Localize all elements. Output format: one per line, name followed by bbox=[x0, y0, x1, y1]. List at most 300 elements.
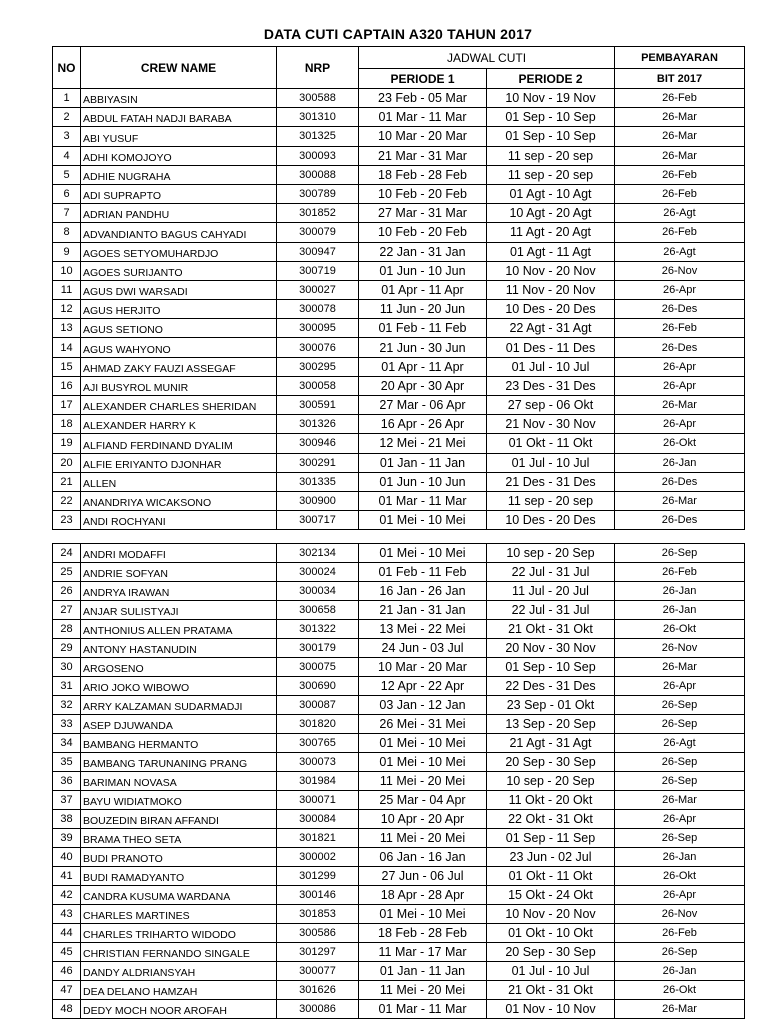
cell-nrp: 300086 bbox=[277, 1000, 359, 1019]
cell-periode-2: 01 Nov - 10 Nov bbox=[487, 1000, 615, 1019]
cell-pembayaran: 26-Feb bbox=[615, 89, 745, 108]
cell-nrp: 300900 bbox=[277, 491, 359, 510]
cell-periode-2: 22 Okt - 31 Okt bbox=[487, 810, 615, 829]
cell-pembayaran: 26-Feb bbox=[615, 165, 745, 184]
cell-periode-2: 01 Jul - 10 Jul bbox=[487, 453, 615, 472]
cell-periode-2: 23 Jun - 02 Jul bbox=[487, 848, 615, 867]
cell-nrp: 301626 bbox=[277, 981, 359, 1000]
cell-nrp: 300088 bbox=[277, 165, 359, 184]
cell-periode-1: 01 Mar - 11 Mar bbox=[359, 1000, 487, 1019]
cell-periode-2: 11 Agt - 20 Agt bbox=[487, 223, 615, 242]
cell-periode-1: 18 Feb - 28 Feb bbox=[359, 924, 487, 943]
cell-periode-1: 18 Apr - 28 Apr bbox=[359, 886, 487, 905]
cell-nrp: 300087 bbox=[277, 696, 359, 715]
cell-nrp: 300058 bbox=[277, 376, 359, 395]
cell-nrp: 300658 bbox=[277, 601, 359, 620]
cell-pembayaran: 26-Sep bbox=[615, 753, 745, 772]
table-row bbox=[53, 620, 745, 639]
cell-pembayaran: 26-Sep bbox=[615, 544, 745, 563]
table-row bbox=[53, 886, 745, 905]
table-row bbox=[53, 734, 745, 753]
table-row bbox=[53, 810, 745, 829]
cell-periode-1: 25 Mar - 04 Apr bbox=[359, 791, 487, 810]
cell-no: 2 bbox=[53, 108, 81, 127]
cell-nrp: 300789 bbox=[277, 184, 359, 203]
cell-pembayaran: 26-Des bbox=[615, 338, 745, 357]
cell-no: 32 bbox=[53, 696, 81, 715]
cell-pembayaran: 26-Nov bbox=[615, 905, 745, 924]
table-row bbox=[53, 184, 745, 203]
cell-crew-name: CHARLES MARTINES bbox=[81, 905, 277, 924]
table-row bbox=[53, 242, 745, 261]
cell-periode-2: 01 Agt - 11 Agt bbox=[487, 242, 615, 261]
table-row bbox=[53, 867, 745, 886]
table-row bbox=[53, 127, 745, 146]
cell-periode-1: 10 Mar - 20 Mar bbox=[359, 658, 487, 677]
cell-crew-name: ADHI KOMOJOYO bbox=[81, 146, 277, 165]
header-periode-2: PERIODE 2 bbox=[487, 69, 615, 89]
cell-periode-2: 21 Des - 31 Des bbox=[487, 472, 615, 491]
cell-no: 18 bbox=[53, 415, 81, 434]
cell-periode-1: 22 Jan - 31 Jan bbox=[359, 242, 487, 261]
cell-nrp: 300295 bbox=[277, 357, 359, 376]
cell-no: 22 bbox=[53, 491, 81, 510]
cell-periode-2: 21 Nov - 30 Nov bbox=[487, 415, 615, 434]
table-row bbox=[53, 453, 745, 472]
cell-periode-1: 11 Mar - 17 Mar bbox=[359, 943, 487, 962]
cell-periode-1: 21 Jan - 31 Jan bbox=[359, 601, 487, 620]
cell-no: 37 bbox=[53, 791, 81, 810]
cell-periode-1: 01 Mei - 10 Mei bbox=[359, 511, 487, 530]
header-jadwal-cuti: JADWAL CUTI bbox=[359, 47, 615, 69]
cell-no: 16 bbox=[53, 376, 81, 395]
cell-periode-2: 22 Jul - 31 Jul bbox=[487, 563, 615, 582]
cell-periode-2: 01 Okt - 10 Okt bbox=[487, 924, 615, 943]
cell-no: 14 bbox=[53, 338, 81, 357]
cell-pembayaran: 26-Apr bbox=[615, 376, 745, 395]
cell-periode-2: 11 sep - 20 sep bbox=[487, 491, 615, 510]
table-row bbox=[53, 108, 745, 127]
cell-nrp: 301335 bbox=[277, 472, 359, 491]
cell-periode-2: 11 sep - 20 sep bbox=[487, 146, 615, 165]
cell-no: 21 bbox=[53, 472, 81, 491]
cell-periode-1: 01 Mei - 10 Mei bbox=[359, 544, 487, 563]
cell-periode-2: 01 Sep - 10 Sep bbox=[487, 127, 615, 146]
cell-pembayaran: 26-Mar bbox=[615, 491, 745, 510]
cell-nrp: 300078 bbox=[277, 300, 359, 319]
cell-no: 38 bbox=[53, 810, 81, 829]
cell-periode-1: 26 Mei - 31 Mei bbox=[359, 715, 487, 734]
cell-crew-name: ADI SUPRAPTO bbox=[81, 184, 277, 203]
cell-pembayaran: 26-Okt bbox=[615, 981, 745, 1000]
cell-no: 5 bbox=[53, 165, 81, 184]
cell-pembayaran: 26-Mar bbox=[615, 791, 745, 810]
cell-periode-1: 11 Mei - 20 Mei bbox=[359, 981, 487, 1000]
cell-nrp: 301821 bbox=[277, 829, 359, 848]
cell-periode-2: 01 Sep - 10 Sep bbox=[487, 108, 615, 127]
cell-crew-name: ARGOSENO bbox=[81, 658, 277, 677]
cell-crew-name: BUDI PRANOTO bbox=[81, 848, 277, 867]
cell-periode-1: 24 Jun - 03 Jul bbox=[359, 639, 487, 658]
cell-crew-name: BAMBANG HERMANTO bbox=[81, 734, 277, 753]
table-row bbox=[53, 772, 745, 791]
cell-no: 4 bbox=[53, 146, 81, 165]
cell-nrp: 300073 bbox=[277, 753, 359, 772]
table-row bbox=[53, 582, 745, 601]
cell-periode-1: 10 Apr - 20 Apr bbox=[359, 810, 487, 829]
table-row bbox=[53, 791, 745, 810]
cell-crew-name: CHRISTIAN FERNANDO SINGALE bbox=[81, 943, 277, 962]
cell-pembayaran: 26-Feb bbox=[615, 563, 745, 582]
cell-nrp: 300717 bbox=[277, 511, 359, 530]
cell-periode-2: 01 Sep - 11 Sep bbox=[487, 829, 615, 848]
cell-periode-2: 20 Sep - 30 Sep bbox=[487, 943, 615, 962]
table-row bbox=[53, 396, 745, 415]
cell-crew-name: ANDI ROCHYANI bbox=[81, 511, 277, 530]
cell-crew-name: ANDRIE SOFYAN bbox=[81, 563, 277, 582]
cell-periode-2: 20 Sep - 30 Sep bbox=[487, 753, 615, 772]
cell-nrp: 300034 bbox=[277, 582, 359, 601]
cell-crew-name: AGUS HERJITO bbox=[81, 300, 277, 319]
cell-nrp: 300071 bbox=[277, 791, 359, 810]
cell-no: 35 bbox=[53, 753, 81, 772]
cell-nrp: 300179 bbox=[277, 639, 359, 658]
table-row bbox=[53, 962, 745, 981]
leave-table-container bbox=[52, 46, 744, 1019]
cell-crew-name: CHARLES TRIHARTO WIDODO bbox=[81, 924, 277, 943]
table-row bbox=[53, 261, 745, 280]
cell-nrp: 301325 bbox=[277, 127, 359, 146]
cell-no: 29 bbox=[53, 639, 81, 658]
cell-crew-name: ADRIAN PANDHU bbox=[81, 204, 277, 223]
cell-no: 20 bbox=[53, 453, 81, 472]
cell-pembayaran: 26-Des bbox=[615, 300, 745, 319]
cell-pembayaran: 26-Mar bbox=[615, 658, 745, 677]
cell-periode-2: 01 Sep - 10 Sep bbox=[487, 658, 615, 677]
cell-pembayaran: 26-Sep bbox=[615, 715, 745, 734]
cell-no: 33 bbox=[53, 715, 81, 734]
cell-crew-name: BAYU WIDIATMOKO bbox=[81, 791, 277, 810]
cell-periode-1: 20 Apr - 30 Apr bbox=[359, 376, 487, 395]
cell-no: 43 bbox=[53, 905, 81, 924]
cell-periode-2: 11 Nov - 20 Nov bbox=[487, 280, 615, 299]
cell-periode-1: 23 Feb - 05 Mar bbox=[359, 89, 487, 108]
cell-pembayaran: 26-Jan bbox=[615, 848, 745, 867]
table-row bbox=[53, 905, 745, 924]
cell-pembayaran: 26-Agt bbox=[615, 734, 745, 753]
cell-pembayaran: 26-Mar bbox=[615, 108, 745, 127]
table-row bbox=[53, 753, 745, 772]
cell-no: 17 bbox=[53, 396, 81, 415]
cell-periode-1: 01 Feb - 11 Feb bbox=[359, 563, 487, 582]
table-row bbox=[53, 981, 745, 1000]
cell-periode-2: 10 sep - 20 Sep bbox=[487, 544, 615, 563]
cell-periode-1: 03 Jan - 12 Jan bbox=[359, 696, 487, 715]
cell-pembayaran: 26-Apr bbox=[615, 357, 745, 376]
cell-periode-1: 01 Mei - 10 Mei bbox=[359, 753, 487, 772]
cell-periode-1: 01 Apr - 11 Apr bbox=[359, 357, 487, 376]
cell-crew-name: ANTONY HASTANUDIN bbox=[81, 639, 277, 658]
cell-crew-name: AJI BUSYROL MUNIR bbox=[81, 376, 277, 395]
cell-periode-1: 11 Mei - 20 Mei bbox=[359, 772, 487, 791]
table-row bbox=[53, 415, 745, 434]
cell-pembayaran: 26-Okt bbox=[615, 620, 745, 639]
cell-no: 48 bbox=[53, 1000, 81, 1019]
cell-periode-2: 13 Sep - 20 Sep bbox=[487, 715, 615, 734]
table-row bbox=[53, 223, 745, 242]
cell-no: 25 bbox=[53, 563, 81, 582]
cell-crew-name: AGUS WAHYONO bbox=[81, 338, 277, 357]
cell-periode-1: 21 Mar - 31 Mar bbox=[359, 146, 487, 165]
cell-periode-2: 20 Nov - 30 Nov bbox=[487, 639, 615, 658]
header-pembayaran: PEMBAYARAN bbox=[615, 47, 745, 69]
table-row bbox=[53, 434, 745, 453]
cell-no: 3 bbox=[53, 127, 81, 146]
cell-periode-2: 10 sep - 20 Sep bbox=[487, 772, 615, 791]
header-nrp: NRP bbox=[277, 47, 359, 89]
cell-periode-2: 22 Des - 31 Des bbox=[487, 677, 615, 696]
header-bit-2017: BIT 2017 bbox=[615, 69, 745, 89]
cell-periode-1: 06 Jan - 16 Jan bbox=[359, 848, 487, 867]
leave-table bbox=[52, 46, 745, 1019]
cell-crew-name: ABI YUSUF bbox=[81, 127, 277, 146]
cell-periode-1: 27 Mar - 06 Apr bbox=[359, 396, 487, 415]
cell-periode-2: 10 Nov - 20 Nov bbox=[487, 905, 615, 924]
table-row bbox=[53, 89, 745, 108]
cell-nrp: 300690 bbox=[277, 677, 359, 696]
table-row bbox=[53, 943, 745, 962]
cell-pembayaran: 26-Feb bbox=[615, 924, 745, 943]
table-row bbox=[53, 280, 745, 299]
cell-nrp: 301299 bbox=[277, 867, 359, 886]
cell-pembayaran: 26-Sep bbox=[615, 772, 745, 791]
cell-periode-2: 11 Okt - 20 Okt bbox=[487, 791, 615, 810]
cell-nrp: 300084 bbox=[277, 810, 359, 829]
cell-pembayaran: 26-Mar bbox=[615, 396, 745, 415]
cell-nrp: 300719 bbox=[277, 261, 359, 280]
cell-periode-1: 01 Mar - 11 Mar bbox=[359, 491, 487, 510]
cell-crew-name: AHMAD ZAKY FAUZI ASSEGAF bbox=[81, 357, 277, 376]
cell-crew-name: ANTHONIUS ALLEN PRATAMA bbox=[81, 620, 277, 639]
cell-periode-1: 01 Jan - 11 Jan bbox=[359, 962, 487, 981]
cell-periode-1: 01 Mei - 10 Mei bbox=[359, 905, 487, 924]
cell-periode-2: 01 Okt - 11 Okt bbox=[487, 434, 615, 453]
cell-crew-name: ADVANDIANTO BAGUS CAHYADI bbox=[81, 223, 277, 242]
cell-no: 40 bbox=[53, 848, 81, 867]
table-row bbox=[53, 319, 745, 338]
table-row bbox=[53, 563, 745, 582]
cell-periode-2: 11 sep - 20 sep bbox=[487, 165, 615, 184]
cell-periode-1: 01 Mar - 11 Mar bbox=[359, 108, 487, 127]
cell-pembayaran: 26-Feb bbox=[615, 223, 745, 242]
cell-periode-1: 01 Jun - 10 Jun bbox=[359, 261, 487, 280]
cell-nrp: 300095 bbox=[277, 319, 359, 338]
cell-pembayaran: 26-Apr bbox=[615, 280, 745, 299]
cell-no: 8 bbox=[53, 223, 81, 242]
cell-no: 11 bbox=[53, 280, 81, 299]
cell-crew-name: DEDY MOCH NOOR AROFAH bbox=[81, 1000, 277, 1019]
cell-pembayaran: 26-Mar bbox=[615, 1000, 745, 1019]
cell-nrp: 300146 bbox=[277, 886, 359, 905]
cell-pembayaran: 26-Mar bbox=[615, 146, 745, 165]
cell-pembayaran: 26-Sep bbox=[615, 829, 745, 848]
header-no: NO bbox=[53, 47, 81, 89]
cell-nrp: 300947 bbox=[277, 242, 359, 261]
cell-periode-1: 13 Mei - 22 Mei bbox=[359, 620, 487, 639]
cell-no: 41 bbox=[53, 867, 81, 886]
cell-nrp: 301310 bbox=[277, 108, 359, 127]
table-row bbox=[53, 165, 745, 184]
cell-no: 1 bbox=[53, 89, 81, 108]
cell-pembayaran: 26-Feb bbox=[615, 184, 745, 203]
page-title: DATA CUTI CAPTAIN A320 TAHUN 2017 bbox=[263, 26, 533, 42]
table-row bbox=[53, 357, 745, 376]
cell-periode-1: 11 Mei - 20 Mei bbox=[359, 829, 487, 848]
cell-crew-name: DEA DELANO HAMZAH bbox=[81, 981, 277, 1000]
cell-no: 10 bbox=[53, 261, 81, 280]
cell-pembayaran: 26-Jan bbox=[615, 601, 745, 620]
table-row bbox=[53, 696, 745, 715]
cell-crew-name: BUDI RAMADYANTO bbox=[81, 867, 277, 886]
cell-crew-name: AGUS DWI WARSADI bbox=[81, 280, 277, 299]
cell-periode-1: 12 Mei - 21 Mei bbox=[359, 434, 487, 453]
cell-no: 28 bbox=[53, 620, 81, 639]
cell-no: 47 bbox=[53, 981, 81, 1000]
table-body-part-1 bbox=[53, 89, 745, 530]
cell-crew-name: ABBIYASIN bbox=[81, 89, 277, 108]
cell-crew-name: BARIMAN NOVASA bbox=[81, 772, 277, 791]
table-row bbox=[53, 511, 745, 530]
cell-nrp: 300075 bbox=[277, 658, 359, 677]
cell-pembayaran: 26-Sep bbox=[615, 696, 745, 715]
cell-periode-2: 10 Nov - 20 Nov bbox=[487, 261, 615, 280]
cell-periode-2: 10 Nov - 19 Nov bbox=[487, 89, 615, 108]
cell-no: 31 bbox=[53, 677, 81, 696]
cell-nrp: 300077 bbox=[277, 962, 359, 981]
cell-periode-2: 23 Sep - 01 Okt bbox=[487, 696, 615, 715]
cell-pembayaran: 26-Des bbox=[615, 472, 745, 491]
table-row bbox=[53, 204, 745, 223]
cell-crew-name: ARRY KALZAMAN SUDARMADJI bbox=[81, 696, 277, 715]
cell-nrp: 300027 bbox=[277, 280, 359, 299]
cell-crew-name: BOUZEDIN BIRAN AFFANDI bbox=[81, 810, 277, 829]
cell-periode-1: 01 Feb - 11 Feb bbox=[359, 319, 487, 338]
cell-nrp: 300002 bbox=[277, 848, 359, 867]
cell-nrp: 301326 bbox=[277, 415, 359, 434]
cell-periode-2: 11 Jul - 20 Jul bbox=[487, 582, 615, 601]
cell-crew-name: AGOES SETYOMUHARDJO bbox=[81, 242, 277, 261]
cell-crew-name: BAMBANG TARUNANING PRANG bbox=[81, 753, 277, 772]
cell-crew-name: ANDRI MODAFFI bbox=[81, 544, 277, 563]
table-row bbox=[53, 848, 745, 867]
table-row bbox=[53, 601, 745, 620]
cell-periode-1: 01 Apr - 11 Apr bbox=[359, 280, 487, 299]
table-row bbox=[53, 924, 745, 943]
cell-crew-name: ANANDRIYA WICAKSONO bbox=[81, 491, 277, 510]
cell-periode-1: 27 Jun - 06 Jul bbox=[359, 867, 487, 886]
cell-pembayaran: 26-Apr bbox=[615, 810, 745, 829]
cell-periode-2: 10 Des - 20 Des bbox=[487, 300, 615, 319]
cell-pembayaran: 26-Feb bbox=[615, 319, 745, 338]
cell-pembayaran: 26-Agt bbox=[615, 242, 745, 261]
cell-no: 44 bbox=[53, 924, 81, 943]
table-row bbox=[53, 146, 745, 165]
cell-crew-name: ARIO JOKO WIBOWO bbox=[81, 677, 277, 696]
cell-no: 34 bbox=[53, 734, 81, 753]
cell-periode-1: 16 Jan - 26 Jan bbox=[359, 582, 487, 601]
table-body-part-2 bbox=[53, 544, 745, 1019]
cell-periode-1: 01 Jun - 10 Jun bbox=[359, 472, 487, 491]
cell-no: 26 bbox=[53, 582, 81, 601]
table-row bbox=[53, 1000, 745, 1019]
cell-pembayaran: 26-Mar bbox=[615, 127, 745, 146]
cell-crew-name: ALEXANDER CHARLES SHERIDAN bbox=[81, 396, 277, 415]
cell-nrp: 300076 bbox=[277, 338, 359, 357]
table-row bbox=[53, 376, 745, 395]
cell-periode-2: 21 Okt - 31 Okt bbox=[487, 981, 615, 1000]
cell-pembayaran: 26-Okt bbox=[615, 867, 745, 886]
cell-nrp: 300946 bbox=[277, 434, 359, 453]
cell-periode-2: 01 Jul - 10 Jul bbox=[487, 357, 615, 376]
cell-nrp: 300024 bbox=[277, 563, 359, 582]
table-row bbox=[53, 491, 745, 510]
cell-no: 24 bbox=[53, 544, 81, 563]
cell-no: 15 bbox=[53, 357, 81, 376]
cell-crew-name: ALLEN bbox=[81, 472, 277, 491]
cell-periode-2: 21 Okt - 31 Okt bbox=[487, 620, 615, 639]
table-row bbox=[53, 472, 745, 491]
cell-periode-1: 16 Apr - 26 Apr bbox=[359, 415, 487, 434]
cell-no: 42 bbox=[53, 886, 81, 905]
cell-crew-name: ANJAR SULISTYAJI bbox=[81, 601, 277, 620]
cell-periode-2: 15 Okt - 24 Okt bbox=[487, 886, 615, 905]
cell-crew-name: ALFIE ERIYANTO DJONHAR bbox=[81, 453, 277, 472]
cell-no: 19 bbox=[53, 434, 81, 453]
cell-crew-name: ABDUL FATAH NADJI BARABA bbox=[81, 108, 277, 127]
table-row bbox=[53, 544, 745, 563]
cell-pembayaran: 26-Jan bbox=[615, 962, 745, 981]
cell-crew-name: ALEXANDER HARRY K bbox=[81, 415, 277, 434]
cell-periode-1: 01 Jan - 11 Jan bbox=[359, 453, 487, 472]
table-row bbox=[53, 677, 745, 696]
table-gap bbox=[53, 530, 745, 544]
cell-periode-1: 11 Jun - 20 Jun bbox=[359, 300, 487, 319]
cell-pembayaran: 26-Nov bbox=[615, 639, 745, 658]
cell-crew-name: DANDY ALDRIANSYAH bbox=[81, 962, 277, 981]
table-row bbox=[53, 715, 745, 734]
cell-pembayaran: 26-Sep bbox=[615, 943, 745, 962]
cell-crew-name: CANDRA KUSUMA WARDANA bbox=[81, 886, 277, 905]
cell-no: 36 bbox=[53, 772, 81, 791]
header-crew-name: CREW NAME bbox=[81, 47, 277, 89]
cell-nrp: 300079 bbox=[277, 223, 359, 242]
cell-no: 23 bbox=[53, 511, 81, 530]
cell-pembayaran: 26-Agt bbox=[615, 204, 745, 223]
table-row bbox=[53, 658, 745, 677]
cell-periode-2: 21 Agt - 31 Agt bbox=[487, 734, 615, 753]
cell-nrp: 300588 bbox=[277, 89, 359, 108]
cell-crew-name: AGUS SETIONO bbox=[81, 319, 277, 338]
cell-crew-name: ADHIE NUGRAHA bbox=[81, 165, 277, 184]
table-row bbox=[53, 338, 745, 357]
cell-nrp: 301852 bbox=[277, 204, 359, 223]
cell-periode-2: 22 Agt - 31 Agt bbox=[487, 319, 615, 338]
cell-nrp: 300093 bbox=[277, 146, 359, 165]
cell-no: 45 bbox=[53, 943, 81, 962]
cell-periode-2: 01 Okt - 11 Okt bbox=[487, 867, 615, 886]
cell-crew-name: ASEP DJUWANDA bbox=[81, 715, 277, 734]
cell-nrp: 300591 bbox=[277, 396, 359, 415]
